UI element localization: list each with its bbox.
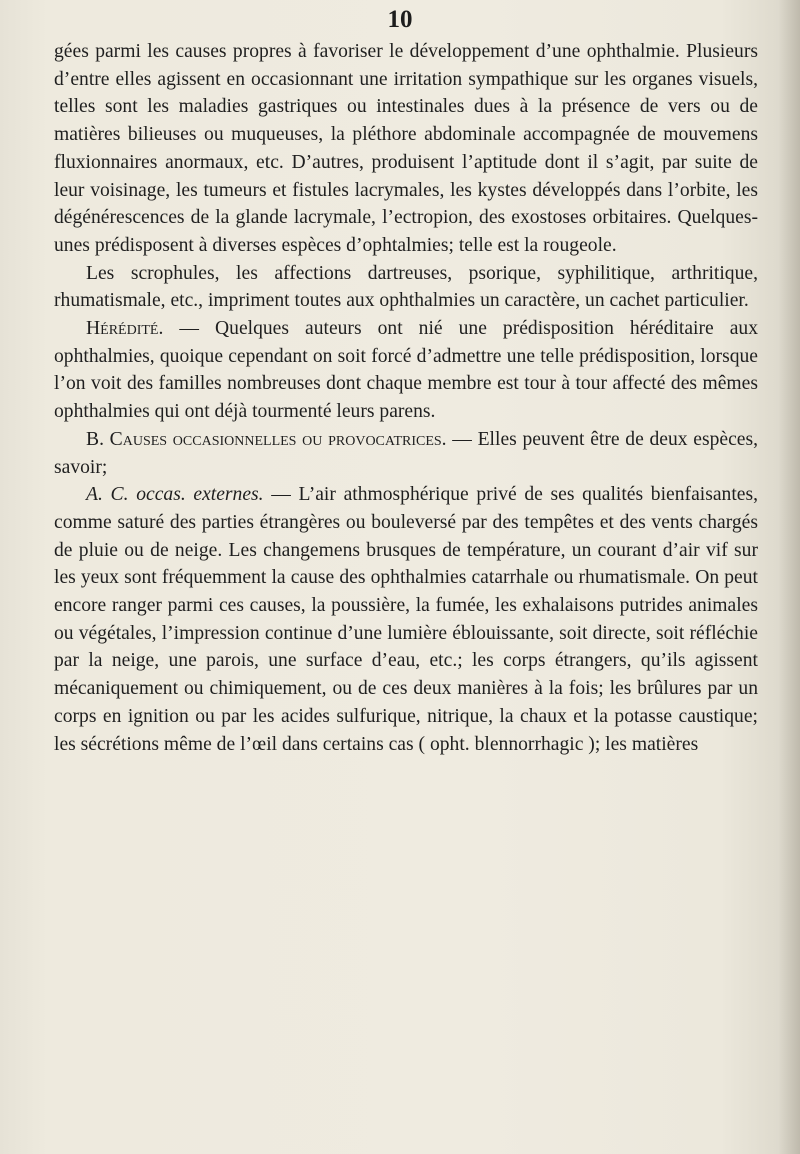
paragraph-text: — Quelques auteurs ont nié une prédisposition héréditaire aux ophthalmies, quoique cependant on soit forcé d’admettre une telle prédisposition, lorsque l’on voit des familles nombreuses dont chaque membre est tour à tour affecté des mêmes ophthalmies qui ont déjà tourmenté leurs parens. bbox=[54, 318, 758, 423]
paragraph-causes-occasionnelles bbox=[54, 426, 758, 481]
paragraph-text: gées parmi les causes propres à favoriser le développement d’une ophthalmie. Plusieurs d’entre elles agissent en occasionnant une irritation sympathique sur les organes visuels, telles sont les maladies gastriques ou intestinales dues à la présence de vers ou de matières bilieuses ou muqueuses, la pléthore abdominale accompagnée de mouvemens fluxionnaires anormaux, etc. D’autres, produisent l’aptitude dont il s’agit, par suite de leur voisinage, les tumeurs et fistules lacrymales, les kystes développés dans l’orbite, les dégénérescences de la glande lacrymale, l’ectropion, des exostoses orbitaires. Quelques-unes prédisposent à diverses espèces d’ophtalmies; telle est la rougeole. bbox=[54, 41, 758, 256]
paragraph-scrophules bbox=[54, 260, 758, 315]
section-heading-heredite: Hérédité. bbox=[86, 318, 164, 340]
paragraph-text: Les scrophules, les affections dartreuses, psorique, syphilitique, arthritique, rhumatismale, etc., impriment toutes aux ophthalmies un caractère, un cachet particulier. bbox=[54, 262, 758, 312]
paragraph-text: — Elles peuvent être de deux espèces, savoir; bbox=[54, 428, 758, 478]
section-heading-causes-externes: A. C. occas. externes. bbox=[86, 484, 264, 506]
page-edge-shadow bbox=[778, 0, 800, 1154]
paragraph-heredite bbox=[54, 315, 758, 426]
body-text bbox=[54, 38, 758, 758]
paragraph-causes-sympathiques bbox=[54, 38, 758, 260]
page-number: 10 bbox=[387, 6, 413, 33]
section-heading-causes-occasionnelles: B. Causes occasionnelles ou provocatrices. bbox=[86, 428, 447, 450]
paragraph-causes-externes bbox=[54, 481, 758, 758]
paragraph-text: — L’air athmosphérique privé de ses qualités bienfaisantes, comme saturé des parties étrangères ou bouleversé par des tempêtes et des vents chargés de pluie ou de neige. Les changemens brusques de température, un courant d’air vif sur les yeux sont fréquemment la cause des ophthalmies catarrhale ou rhumatismale. On peut encore ranger parmi ces causes, la poussière, la fumée, les exhalaisons putrides animales ou végétales, l’impression continue d’une lumière éblouissante, soit directe, soit réfléchie par la neige, une parois, une surface d’eau, etc.; les corps étrangers, qu’ils agissent mécaniquement ou chimiquement, ou de ces deux manières à la fois; les brûlures par un corps en ignition ou par les acides sulfurique, nitrique, la chaux et la potasse caustique; les sécrétions même de l’œil dans certains cas ( opht. blennorrhagic ); les matières bbox=[54, 484, 758, 755]
